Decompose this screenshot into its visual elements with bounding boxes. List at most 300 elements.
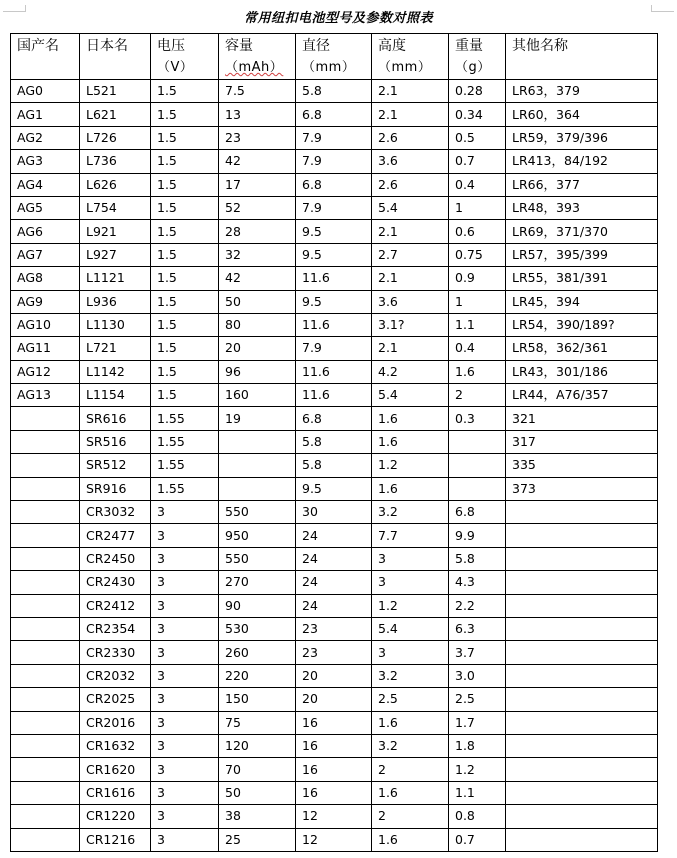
cell-other-names: 335: [506, 454, 658, 477]
cell-voltage: 1.5: [151, 220, 219, 243]
cell-height: 2: [372, 805, 449, 828]
cell-voltage: 3: [151, 501, 219, 524]
cell-weight: 2.2: [449, 594, 506, 617]
cell-weight: 1: [449, 196, 506, 219]
cell-diameter: 6.8: [296, 173, 372, 196]
header-cell-japanese-name: 日本名: [80, 34, 151, 80]
header-cell-weight: 重量 （g）: [449, 34, 506, 80]
cell-japanese-name: CR2025: [80, 688, 151, 711]
cell-japanese-name: SR916: [80, 477, 151, 500]
cell-weight: 1: [449, 290, 506, 313]
cell-height: 5.4: [372, 196, 449, 219]
table-row: [11, 688, 658, 711]
cell-domestic-name: [11, 641, 80, 664]
table-row: [11, 103, 658, 126]
cell-other-names: LR45，394: [506, 290, 658, 313]
table-row: [11, 758, 658, 781]
cell-capacity: 530: [219, 617, 296, 640]
header-cell-other-names: 其他名称: [506, 34, 658, 80]
cell-capacity: 23: [219, 126, 296, 149]
cell-capacity: [219, 477, 296, 500]
cell-diameter: 11.6: [296, 360, 372, 383]
cell-other-names: [506, 641, 658, 664]
cell-height: 1.6: [372, 477, 449, 500]
cell-height: 2.7: [372, 243, 449, 266]
cell-domestic-name: [11, 664, 80, 687]
cell-capacity: 90: [219, 594, 296, 617]
cell-voltage: 3: [151, 664, 219, 687]
cell-diameter: 11.6: [296, 384, 372, 407]
cell-height: 2.1: [372, 80, 449, 103]
cell-diameter: 12: [296, 805, 372, 828]
cell-domestic-name: [11, 430, 80, 453]
cell-diameter: 30: [296, 501, 372, 524]
cell-capacity: 950: [219, 524, 296, 547]
cell-japanese-name: L1154: [80, 384, 151, 407]
cell-other-names: LR59，379/396: [506, 126, 658, 149]
cell-diameter: 11.6: [296, 267, 372, 290]
cell-weight: 0.34: [449, 103, 506, 126]
table-row: [11, 80, 658, 103]
cell-japanese-name: L754: [80, 196, 151, 219]
cell-voltage: 1.5: [151, 313, 219, 336]
cell-capacity: 17: [219, 173, 296, 196]
cell-capacity: 32: [219, 243, 296, 266]
table-row: [11, 524, 658, 547]
cell-japanese-name: CR2430: [80, 571, 151, 594]
cell-capacity: 80: [219, 313, 296, 336]
cell-domestic-name: AG5: [11, 196, 80, 219]
cell-weight: 0.7: [449, 150, 506, 173]
cell-japanese-name: CR2016: [80, 711, 151, 734]
cell-other-names: LR44，A76/357: [506, 384, 658, 407]
table-row: [11, 805, 658, 828]
table-row: [11, 477, 658, 500]
cell-height: 5.4: [372, 617, 449, 640]
table-row: [11, 617, 658, 640]
cell-voltage: 1.5: [151, 126, 219, 149]
table-row: [11, 384, 658, 407]
cell-japanese-name: L921: [80, 220, 151, 243]
cell-other-names: [506, 664, 658, 687]
cell-weight: [449, 430, 506, 453]
unit-label: （mm）: [378, 60, 432, 75]
cell-domestic-name: AG7: [11, 243, 80, 266]
unit-label: （g）: [455, 60, 491, 75]
cell-weight: 0.5: [449, 126, 506, 149]
cell-diameter: 20: [296, 688, 372, 711]
cell-weight: 1.7: [449, 711, 506, 734]
cell-height: 3: [372, 571, 449, 594]
cell-weight: 2.5: [449, 688, 506, 711]
header-cell-height: 高度 （mm）: [372, 34, 449, 80]
table-row: [11, 267, 658, 290]
table-row: [11, 711, 658, 734]
cell-weight: 5.8: [449, 547, 506, 570]
cell-japanese-name: L1121: [80, 267, 151, 290]
cell-voltage: 3: [151, 547, 219, 570]
cell-japanese-name: L626: [80, 173, 151, 196]
cell-capacity: 50: [219, 290, 296, 313]
cell-weight: 0.4: [449, 337, 506, 360]
cell-diameter: 23: [296, 641, 372, 664]
document-title: 常用纽扣电池型号及参数对照表: [243, 11, 433, 26]
cell-height: 3: [372, 547, 449, 570]
cell-domestic-name: AG0: [11, 80, 80, 103]
cell-domestic-name: AG3: [11, 150, 80, 173]
header-cell-voltage: 电压 （V）: [151, 34, 219, 80]
cell-capacity: 42: [219, 150, 296, 173]
cell-weight: 1.6: [449, 360, 506, 383]
table-row: [11, 734, 658, 757]
cell-domestic-name: [11, 688, 80, 711]
table-row: [11, 828, 658, 851]
cell-other-names: [506, 734, 658, 757]
cell-weight: 0.75: [449, 243, 506, 266]
table-row: [11, 220, 658, 243]
table-row: [11, 430, 658, 453]
cell-other-names: LR69，371/370: [506, 220, 658, 243]
cell-diameter: 6.8: [296, 407, 372, 430]
cell-weight: 2: [449, 384, 506, 407]
cell-height: 3.6: [372, 290, 449, 313]
cell-japanese-name: SR616: [80, 407, 151, 430]
cell-weight: 1.8: [449, 734, 506, 757]
cell-weight: 1.2: [449, 758, 506, 781]
cell-other-names: [506, 571, 658, 594]
cell-capacity: 75: [219, 711, 296, 734]
cell-domestic-name: [11, 711, 80, 734]
cell-height: 1.6: [372, 781, 449, 804]
cell-other-names: [506, 547, 658, 570]
cell-voltage: 1.5: [151, 267, 219, 290]
cell-capacity: 150: [219, 688, 296, 711]
cell-diameter: 16: [296, 758, 372, 781]
cell-capacity: 270: [219, 571, 296, 594]
table-row: [11, 313, 658, 336]
cell-japanese-name: L621: [80, 103, 151, 126]
cell-diameter: 16: [296, 711, 372, 734]
cell-domestic-name: AG4: [11, 173, 80, 196]
cell-other-names: 321: [506, 407, 658, 430]
cell-japanese-name: L726: [80, 126, 151, 149]
cell-japanese-name: CR2412: [80, 594, 151, 617]
cell-weight: [449, 477, 506, 500]
cell-voltage: 1.5: [151, 196, 219, 219]
cell-diameter: 6.8: [296, 103, 372, 126]
header-cell-domestic-name: 国产名: [11, 34, 80, 80]
cell-japanese-name: L927: [80, 243, 151, 266]
cell-voltage: 3: [151, 571, 219, 594]
cell-domestic-name: [11, 407, 80, 430]
cell-height: 3.6: [372, 150, 449, 173]
cell-other-names: LR43，301/186: [506, 360, 658, 383]
table-row: [11, 664, 658, 687]
cell-diameter: 11.6: [296, 313, 372, 336]
cell-weight: 0.4: [449, 173, 506, 196]
cell-height: 2.1: [372, 103, 449, 126]
cell-diameter: 9.5: [296, 477, 372, 500]
cell-diameter: 12: [296, 828, 372, 851]
cell-height: 1.6: [372, 407, 449, 430]
cell-other-names: [506, 828, 658, 851]
cell-domestic-name: AG6: [11, 220, 80, 243]
cell-other-names: LR54，390/189?: [506, 313, 658, 336]
unit-label: （V）: [157, 60, 194, 75]
cell-domestic-name: [11, 477, 80, 500]
cell-weight: 3.0: [449, 664, 506, 687]
cell-domestic-name: [11, 781, 80, 804]
cell-voltage: 1.5: [151, 384, 219, 407]
table-row: [11, 290, 658, 313]
cell-height: 3.2: [372, 734, 449, 757]
cell-voltage: 1.55: [151, 407, 219, 430]
cell-voltage: 1.55: [151, 430, 219, 453]
cell-other-names: LR58，362/361: [506, 337, 658, 360]
cell-other-names: [506, 501, 658, 524]
cell-capacity: 13: [219, 103, 296, 126]
cell-japanese-name: CR2354: [80, 617, 151, 640]
table-row: [11, 781, 658, 804]
cell-height: 3.2: [372, 664, 449, 687]
cell-japanese-name: CR2477: [80, 524, 151, 547]
cell-capacity: 19: [219, 407, 296, 430]
cell-height: 3.1?: [372, 313, 449, 336]
cell-diameter: 9.5: [296, 220, 372, 243]
cell-height: 2.1: [372, 267, 449, 290]
header-row: [11, 34, 658, 80]
cell-capacity: 25: [219, 828, 296, 851]
cell-capacity: 50: [219, 781, 296, 804]
cell-japanese-name: CR1216: [80, 828, 151, 851]
table-row: [11, 150, 658, 173]
cell-voltage: 1.5: [151, 150, 219, 173]
cell-voltage: 3: [151, 781, 219, 804]
cell-weight: 6.3: [449, 617, 506, 640]
cell-diameter: 7.9: [296, 337, 372, 360]
cell-diameter: 7.9: [296, 126, 372, 149]
cell-capacity: 550: [219, 547, 296, 570]
cell-japanese-name: SR516: [80, 430, 151, 453]
cell-diameter: 16: [296, 781, 372, 804]
cell-other-names: [506, 688, 658, 711]
cell-capacity: 70: [219, 758, 296, 781]
cell-other-names: LR413，84/192: [506, 150, 658, 173]
cell-voltage: 1.5: [151, 337, 219, 360]
cell-japanese-name: L1130: [80, 313, 151, 336]
cell-japanese-name: CR1616: [80, 781, 151, 804]
cell-domestic-name: [11, 734, 80, 757]
cell-japanese-name: CR2450: [80, 547, 151, 570]
cell-japanese-name: CR1620: [80, 758, 151, 781]
cell-height: 2.1: [372, 220, 449, 243]
cell-diameter: 9.5: [296, 243, 372, 266]
cell-other-names: 373: [506, 477, 658, 500]
cell-height: 1.2: [372, 454, 449, 477]
cell-weight: 4.3: [449, 571, 506, 594]
cell-weight: 0.28: [449, 80, 506, 103]
cell-other-names: [506, 711, 658, 734]
cell-height: 2.6: [372, 173, 449, 196]
header-cell-capacity: 容量 （mAh）: [219, 34, 296, 80]
cell-domestic-name: AG12: [11, 360, 80, 383]
cell-voltage: 3: [151, 711, 219, 734]
cell-diameter: 20: [296, 664, 372, 687]
cell-diameter: 5.8: [296, 430, 372, 453]
cell-domestic-name: [11, 454, 80, 477]
cell-diameter: 24: [296, 547, 372, 570]
table-row: [11, 360, 658, 383]
table-row: [11, 571, 658, 594]
battery-spec-table: [10, 33, 658, 852]
cell-domestic-name: [11, 828, 80, 851]
cell-voltage: 1.5: [151, 80, 219, 103]
cell-other-names: [506, 594, 658, 617]
cell-capacity: 38: [219, 805, 296, 828]
cell-capacity: 96: [219, 360, 296, 383]
cell-domestic-name: AG10: [11, 313, 80, 336]
cell-domestic-name: AG8: [11, 267, 80, 290]
cell-diameter: 7.9: [296, 150, 372, 173]
cell-weight: 0.6: [449, 220, 506, 243]
cell-japanese-name: L521: [80, 80, 151, 103]
cell-voltage: 1.55: [151, 477, 219, 500]
table-row: [11, 337, 658, 360]
cell-diameter: 23: [296, 617, 372, 640]
cell-height: 2.1: [372, 337, 449, 360]
cell-japanese-name: CR2032: [80, 664, 151, 687]
cell-voltage: 1.5: [151, 103, 219, 126]
cell-diameter: 5.8: [296, 80, 372, 103]
cell-other-names: LR55，381/391: [506, 267, 658, 290]
cell-other-names: [506, 805, 658, 828]
cell-domestic-name: [11, 571, 80, 594]
cell-domestic-name: AG9: [11, 290, 80, 313]
cell-diameter: 24: [296, 594, 372, 617]
cell-domestic-name: [11, 594, 80, 617]
cell-capacity: 120: [219, 734, 296, 757]
cell-domestic-name: AG13: [11, 384, 80, 407]
table-row: [11, 243, 658, 266]
cell-domestic-name: [11, 547, 80, 570]
cell-japanese-name: CR1632: [80, 734, 151, 757]
cell-other-names: LR66，377: [506, 173, 658, 196]
table-row: [11, 641, 658, 664]
cell-japanese-name: CR3032: [80, 501, 151, 524]
cell-height: 3: [372, 641, 449, 664]
cell-diameter: 5.8: [296, 454, 372, 477]
cell-domestic-name: AG2: [11, 126, 80, 149]
cell-weight: 0.7: [449, 828, 506, 851]
cell-capacity: 7.5: [219, 80, 296, 103]
cell-domestic-name: [11, 758, 80, 781]
cell-height: 4.2: [372, 360, 449, 383]
table-row: [11, 501, 658, 524]
cell-diameter: 9.5: [296, 290, 372, 313]
cell-other-names: [506, 524, 658, 547]
cell-japanese-name: L736: [80, 150, 151, 173]
cell-voltage: 3: [151, 617, 219, 640]
cell-voltage: 3: [151, 688, 219, 711]
cell-other-names: [506, 781, 658, 804]
cell-other-names: LR48，393: [506, 196, 658, 219]
unit-label: （mAh）: [225, 60, 284, 75]
cell-weight: 0.9: [449, 267, 506, 290]
cell-capacity: [219, 454, 296, 477]
cell-voltage: 1.5: [151, 173, 219, 196]
cell-japanese-name: CR1220: [80, 805, 151, 828]
cell-japanese-name: L721: [80, 337, 151, 360]
cell-voltage: 1.5: [151, 290, 219, 313]
cell-voltage: 1.55: [151, 454, 219, 477]
cell-capacity: 20: [219, 337, 296, 360]
cell-height: 1.6: [372, 430, 449, 453]
cell-domestic-name: AG11: [11, 337, 80, 360]
cell-capacity: 550: [219, 501, 296, 524]
cell-domestic-name: AG1: [11, 103, 80, 126]
cell-diameter: 7.9: [296, 196, 372, 219]
table-row: [11, 407, 658, 430]
cell-voltage: 3: [151, 594, 219, 617]
cell-capacity: 28: [219, 220, 296, 243]
cell-japanese-name: CR2330: [80, 641, 151, 664]
cell-domestic-name: [11, 501, 80, 524]
cell-capacity: 52: [219, 196, 296, 219]
cell-capacity: [219, 430, 296, 453]
table-body: [11, 80, 658, 852]
header-cell-diameter: 直径 （mm）: [296, 34, 372, 80]
cell-height: 2.5: [372, 688, 449, 711]
cell-other-names: [506, 758, 658, 781]
cell-weight: 6.8: [449, 501, 506, 524]
cell-japanese-name: SR512: [80, 454, 151, 477]
cell-weight: 9.9: [449, 524, 506, 547]
table-row: [11, 126, 658, 149]
cell-weight: 1.1: [449, 781, 506, 804]
cell-height: 2: [372, 758, 449, 781]
cell-other-names: [506, 617, 658, 640]
cell-height: 1.2: [372, 594, 449, 617]
cell-voltage: 3: [151, 524, 219, 547]
cell-capacity: 42: [219, 267, 296, 290]
table-row: [11, 547, 658, 570]
cell-weight: 3.7: [449, 641, 506, 664]
cell-domestic-name: [11, 617, 80, 640]
cell-diameter: 24: [296, 571, 372, 594]
cell-voltage: 3: [151, 641, 219, 664]
cell-japanese-name: L1142: [80, 360, 151, 383]
cell-height: 5.4: [372, 384, 449, 407]
cell-other-names: LR63，379: [506, 80, 658, 103]
cell-voltage: 1.5: [151, 243, 219, 266]
cell-weight: 0.8: [449, 805, 506, 828]
cell-voltage: 3: [151, 758, 219, 781]
cell-weight: [449, 454, 506, 477]
cell-domestic-name: [11, 524, 80, 547]
cell-height: 2.6: [372, 126, 449, 149]
table-row: [11, 196, 658, 219]
cell-capacity: 160: [219, 384, 296, 407]
cell-other-names: LR57，395/399: [506, 243, 658, 266]
table-row: [11, 173, 658, 196]
cell-voltage: 3: [151, 734, 219, 757]
cell-height: 3.2: [372, 501, 449, 524]
cell-height: 1.6: [372, 711, 449, 734]
cell-weight: 1.1: [449, 313, 506, 336]
table-row: [11, 454, 658, 477]
unit-label: （mm）: [302, 60, 356, 75]
cell-japanese-name: L936: [80, 290, 151, 313]
